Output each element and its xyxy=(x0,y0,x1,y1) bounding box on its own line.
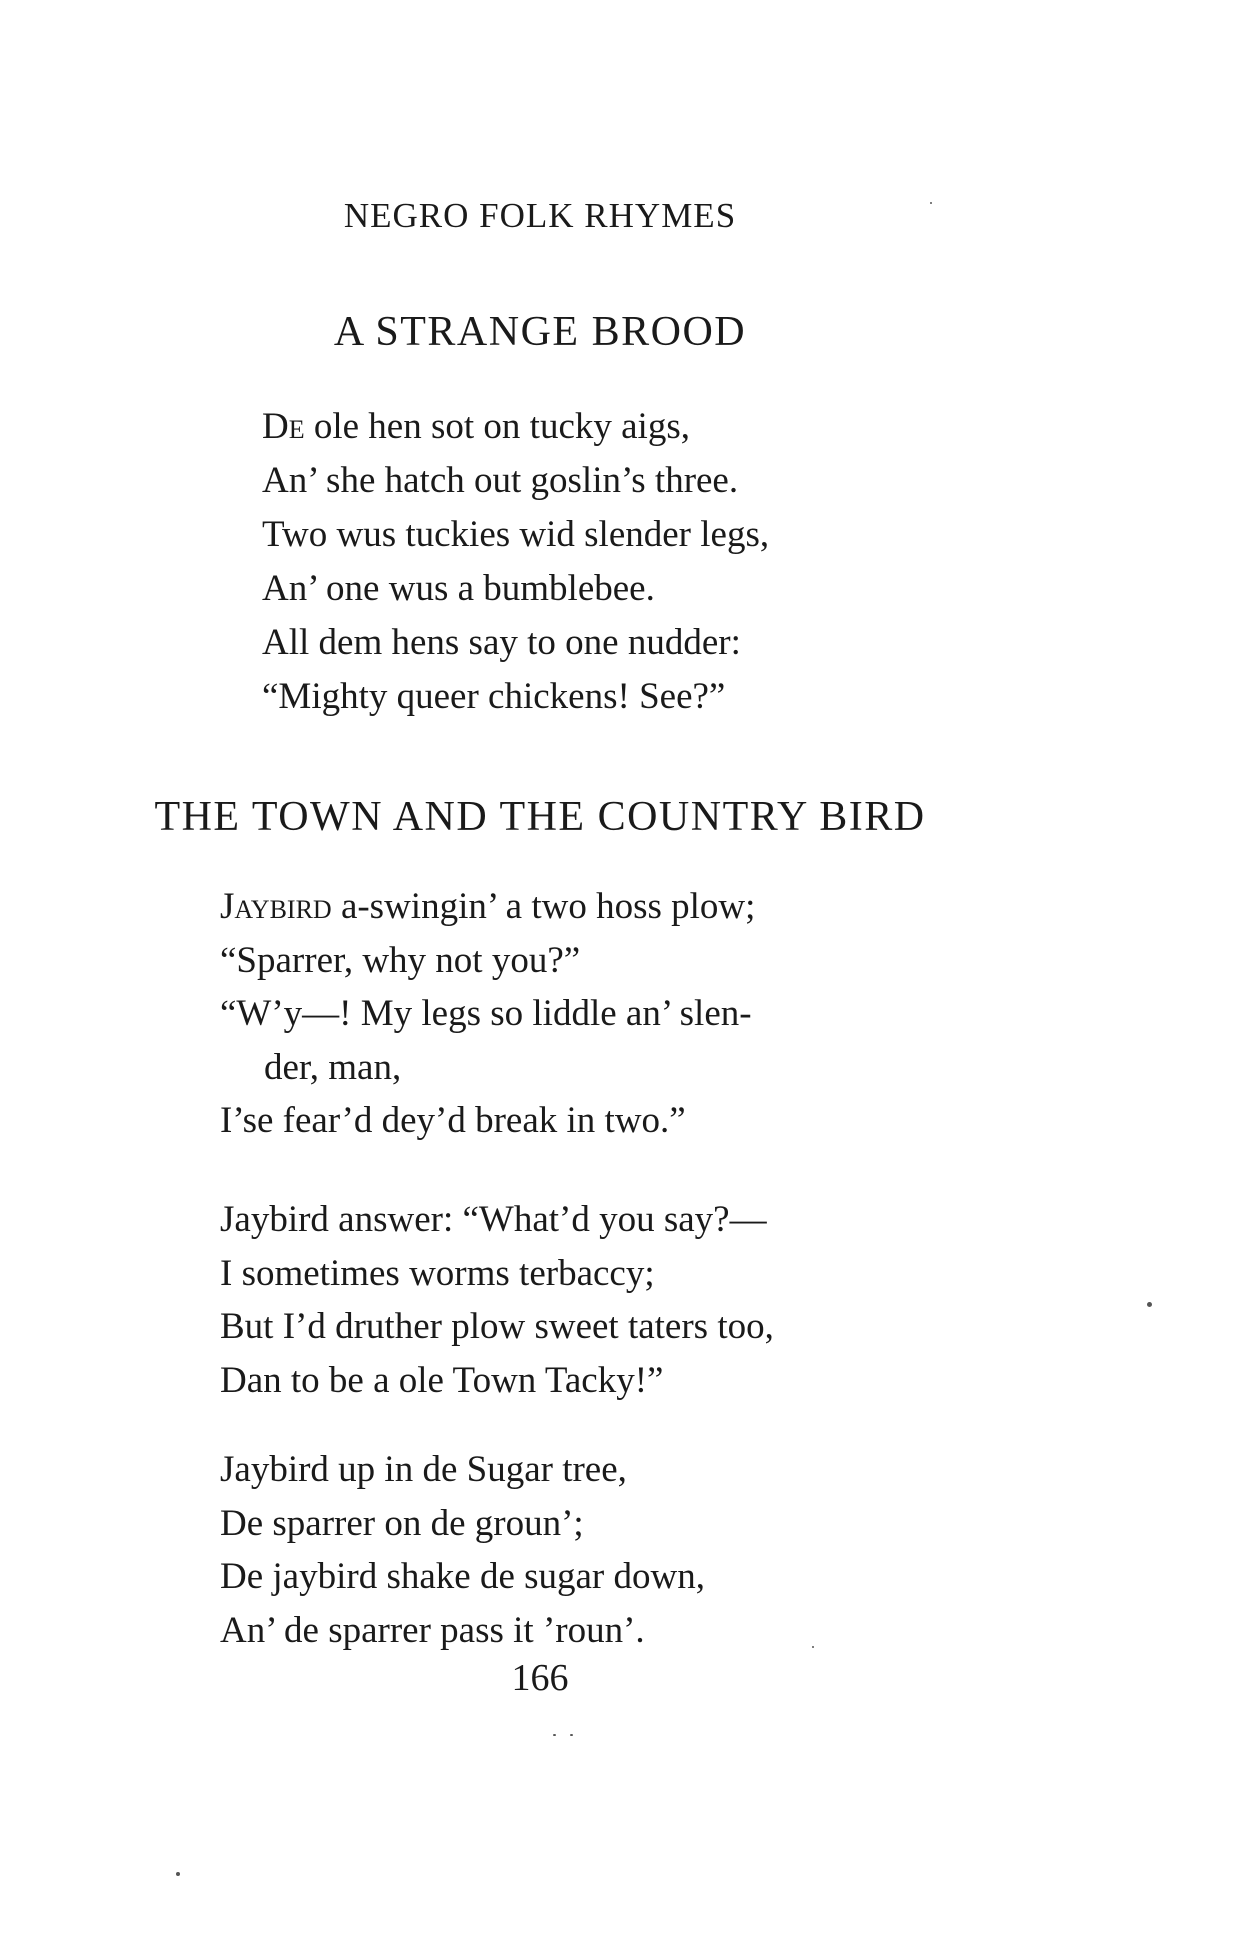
verse-line: But I’d druther plow sweet taters too, xyxy=(220,1306,774,1347)
verse-line: Jaybird answer: “What’d you say?— xyxy=(220,1199,767,1240)
verse-line: All dem hens say to one nudder: xyxy=(262,622,741,663)
poem-strange-brood-stanza xyxy=(262,400,769,724)
verse-line: An’ she hatch out goslin’s three. xyxy=(262,460,739,501)
small-caps-opening: Jaybird xyxy=(220,886,332,927)
poem-title-strange-brood: A STRANGE BROOD xyxy=(333,309,747,355)
verse-line: “W’y—! My legs so liddle an’ slen- xyxy=(220,993,752,1034)
verse-line: “Sparrer, why not you?” xyxy=(220,939,581,981)
verse-line: I’se fear’d dey’d break in two.” xyxy=(220,1100,686,1141)
verse-line: Jaybird a-swingin’ a two hoss plow; xyxy=(220,886,756,927)
scan-speck xyxy=(570,1734,573,1736)
verse-line: “Mighty queer chickens! See?” xyxy=(262,676,726,717)
page-number: 166 xyxy=(511,1657,569,1699)
verse-line: I sometimes worms terbaccy; xyxy=(220,1252,655,1294)
verse-line: Dan to be a ole Town Tacky!” xyxy=(220,1359,664,1401)
verse-line: Jaybird up in de Sugar tree, xyxy=(220,1449,627,1490)
scan-speck xyxy=(812,1646,814,1648)
poem-town-country-stanza-3 xyxy=(220,1443,705,1657)
verse-line: De jaybird shake de sugar down, xyxy=(220,1556,705,1597)
verse-line: An’ one wus a bumblebee. xyxy=(262,568,655,609)
running-head: NEGRO FOLK RHYMES xyxy=(343,196,737,235)
verse-line: De sparrer on de groun’; xyxy=(220,1502,584,1544)
scan-speck xyxy=(1147,1302,1152,1307)
scan-speck xyxy=(553,1734,556,1736)
verse-line: Two wus tuckies wid slender legs, xyxy=(262,514,770,555)
verse-line: An’ de sparrer pass it ’roun’. xyxy=(220,1609,645,1651)
small-caps-opening: De xyxy=(262,406,305,447)
scan-speck xyxy=(930,202,932,204)
poem-town-country-stanza-1 xyxy=(220,880,755,1148)
poem-title-town-and-country-bird: THE TOWN AND THE COUNTRY BIRD xyxy=(154,794,926,840)
scan-speck xyxy=(176,1872,180,1876)
verse-line: De ole hen sot on tucky aigs, xyxy=(262,406,690,447)
verse-line-continuation: der, man, xyxy=(264,1046,402,1088)
poem-town-country-stanza-2 xyxy=(220,1193,774,1407)
